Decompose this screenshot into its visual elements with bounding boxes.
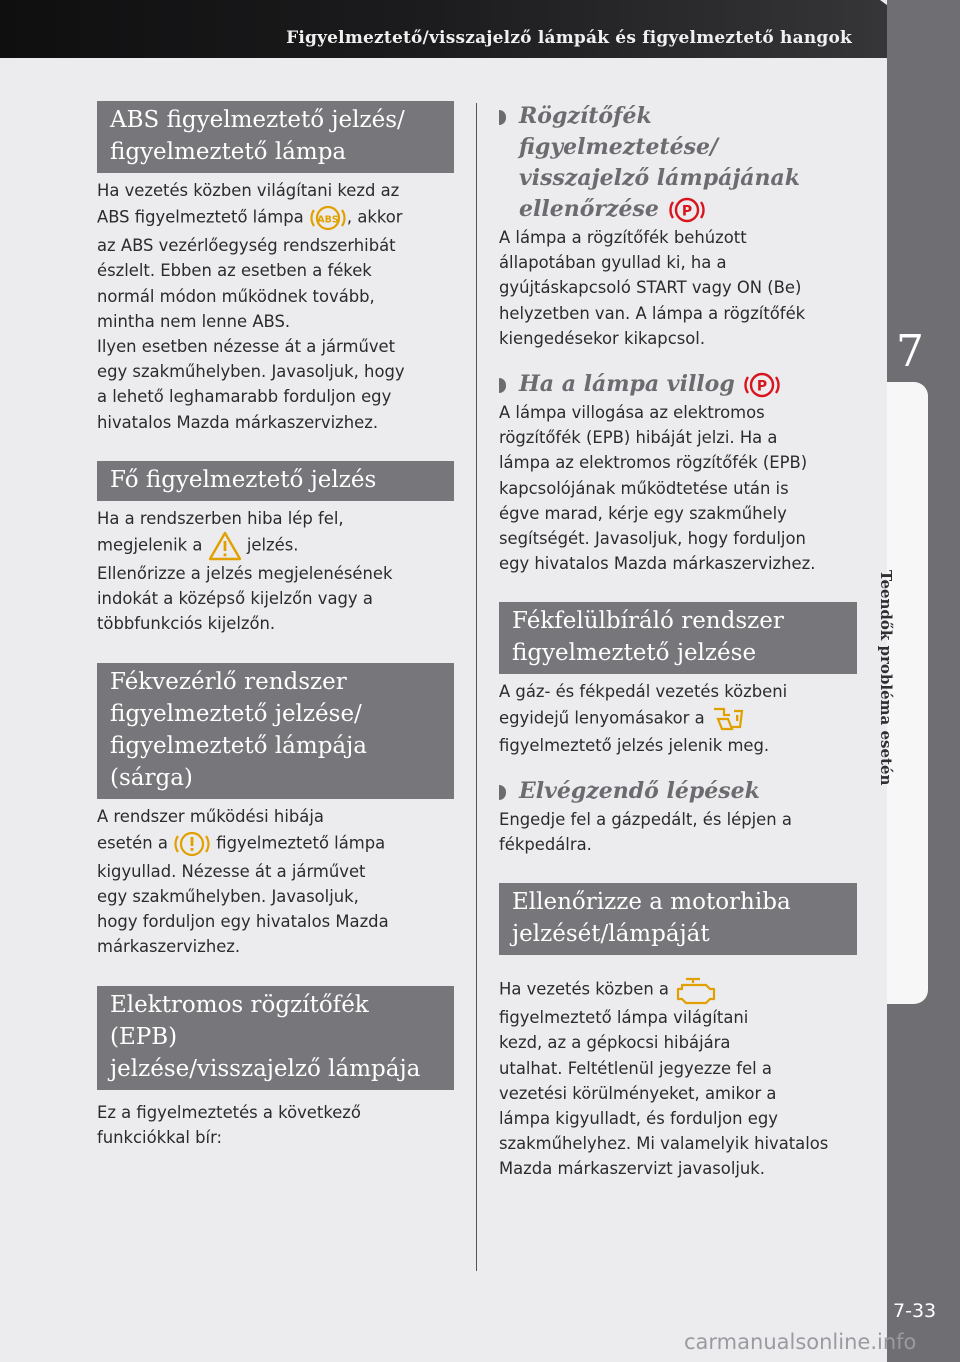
flashing-section [499, 369, 857, 576]
parking-title-line2: visszajelző lámpájának [519, 165, 801, 191]
brake-override-heading [499, 602, 857, 674]
right-column [499, 101, 857, 1182]
running-header: Figyelmeztető/visszajelző lámpák és figyelmeztető hangok [286, 28, 852, 48]
brake-text-after: figyelmeztető lámpa kigyullad. Nézesse át a járművet egy szakműhelyben. Javasoljuk, hogy forduljon egy hivatalos Mazda márkaszervizhez. [97, 833, 389, 957]
parking-check-section [499, 101, 857, 351]
brake-override-section [499, 602, 857, 757]
brake-text-before: A rendszer működési hibája esetén a [97, 806, 324, 853]
flashing-title-text: Ha a lámpa villog [519, 371, 735, 398]
engine-heading-line2: jelzését/lámpáját [512, 921, 710, 948]
parking-title-line3 [519, 194, 857, 225]
steps-section [499, 776, 857, 857]
brake-heading-line3: figyelmeztető lámpája [110, 732, 367, 759]
engine-text-before: Ha vezetés közben a [499, 979, 675, 999]
epb-heading [97, 986, 454, 1090]
watermark: carmanualsonline.info [684, 1330, 917, 1354]
override-text-before: A gáz- és fékpedál vezetés közbeni egyidejű lenyomásakor a [499, 682, 788, 728]
master-warning-paragraph [97, 506, 454, 637]
page-number: 7-33 [893, 1300, 937, 1322]
abs-text-after: , akkor az ABS vezérlőegység rendszerhibát észlelt. Ebben az esetben a fékek normál módon működnek tovább, mintha nem lenne ABS. Ilyen esetben nézesse át a járművet egy szakműhelyben. Javasoljuk, hogy a lehető leghamarabb forduljon egy hivatalos Mazda márkaszervizhez. [97, 207, 405, 432]
epb-paragraph: Ez a figyelmeztetés a következő funkciókkal bír: [97, 1102, 361, 1147]
master-warning-section [97, 461, 454, 637]
steps-title [499, 776, 857, 807]
abs-heading-line2: figyelmeztető lámpa [110, 139, 347, 165]
master-warning-heading: Fő figyelmeztető jelzés [97, 461, 454, 501]
svg-text:P: P [681, 203, 692, 220]
abs-section [97, 101, 454, 435]
chapter-title: Teendők probléma esetén [877, 570, 895, 786]
pedal-warning-icon [710, 705, 746, 733]
chapter-number: 7 [896, 326, 924, 377]
parking-title-line1: Rögzítőfék figyelmeztetése/ [519, 103, 719, 160]
svg-text:P: P [757, 378, 768, 395]
override-heading-line1: Fékfelülbíráló rendszer [512, 608, 784, 635]
override-heading-line2: figyelmeztető jelzése [512, 640, 757, 667]
parking-check-title [499, 101, 857, 225]
master-text-after: jelzés. Ellenőrizze a jelzés megjelenésének indokát a középső kijelzőn vagy a többfunkciós kijelzőn. [97, 535, 393, 634]
steps-title-text: Elvégzendő lépések [519, 777, 760, 804]
left-column [97, 101, 454, 1150]
parking-title-line3-text: ellenőrzése [519, 196, 659, 222]
engine-section [499, 883, 857, 1181]
warning-triangle-icon [208, 531, 242, 561]
abs-warning-icon [309, 203, 347, 233]
parking-brake-icon [667, 195, 707, 225]
override-text-after: figyelmeztető jelzés jelenik meg. [499, 735, 770, 755]
section-marker-icon [499, 378, 506, 393]
abs-heading [97, 101, 454, 173]
brake-heading-line2: figyelmeztető jelzése/ [110, 700, 362, 727]
epb-heading-line2: jelzése/visszajelző lámpája [110, 1055, 421, 1082]
abs-heading-line1: ABS figyelmeztető jelzés/ [110, 107, 405, 133]
brake-system-warning-icon [173, 829, 211, 859]
engine-text-after: figyelmeztető lámpa világítani kezd, az a gépkocsi hibájára utalhat. Feltétlenül jegyezze fel a vezetési körülményeket, amikor a lámpa kigyulladt, és forduljon egy szakműhelyhez. Mi valamelyik hivatalos Mazda márkaszervizt javasoljuk. [499, 1008, 829, 1179]
svg-text:ABS: ABS [317, 214, 339, 226]
master-text-before: Ha a rendszerben hiba lép fel, megjelenik a [97, 508, 344, 555]
brake-system-heading [97, 663, 454, 799]
parking-brake-icon [742, 370, 782, 400]
engine-heading-line1: Ellenőrizze a motorhiba [512, 889, 791, 916]
engine-heading [499, 883, 857, 955]
flashing-title [499, 369, 857, 400]
section-marker-icon [499, 110, 506, 125]
abs-paragraph [97, 178, 454, 435]
brake-override-paragraph [499, 679, 857, 757]
check-engine-icon [674, 975, 720, 1005]
brake-heading-line1: Fékvezérlő rendszer [110, 668, 347, 695]
steps-paragraph: Engedje fel a gázpedált, és lépjen a fékpedálra. [499, 809, 792, 855]
brake-system-paragraph [97, 804, 454, 960]
brake-system-section [97, 663, 454, 960]
engine-paragraph [499, 975, 857, 1181]
column-divider [476, 103, 477, 1271]
abs-text-before: Ha vezetés közben világítani kezd az ABS figyelmeztető lámpa [97, 181, 400, 227]
parking-check-paragraph: A lámpa a rögzítőfék behúzott állapotában gyullad ki, ha a gyújtáskapcsoló START vagy ON (Be) helyzetben van. A lámpa a rögzítőfék kiengedésekor kikapcsol. [499, 228, 806, 348]
brake-heading-line4: (sárga) [110, 764, 193, 791]
section-marker-icon [499, 785, 506, 800]
epb-section [97, 986, 454, 1150]
epb-heading-line1: Elektromos rögzítőfék (EPB) [110, 991, 369, 1050]
flashing-paragraph: A lámpa villogása az elektromos rögzítőfék (EPB) hibáját jelzi. Ha a lámpa az elektromos rögzítőfék (EPB) kapcsolójának működtetése után is égve marad, kérje egy szakműhely segítségét. Javasoljuk, hogy forduljon egy hivatalos Mazda márkaszervizhez. [499, 403, 816, 574]
